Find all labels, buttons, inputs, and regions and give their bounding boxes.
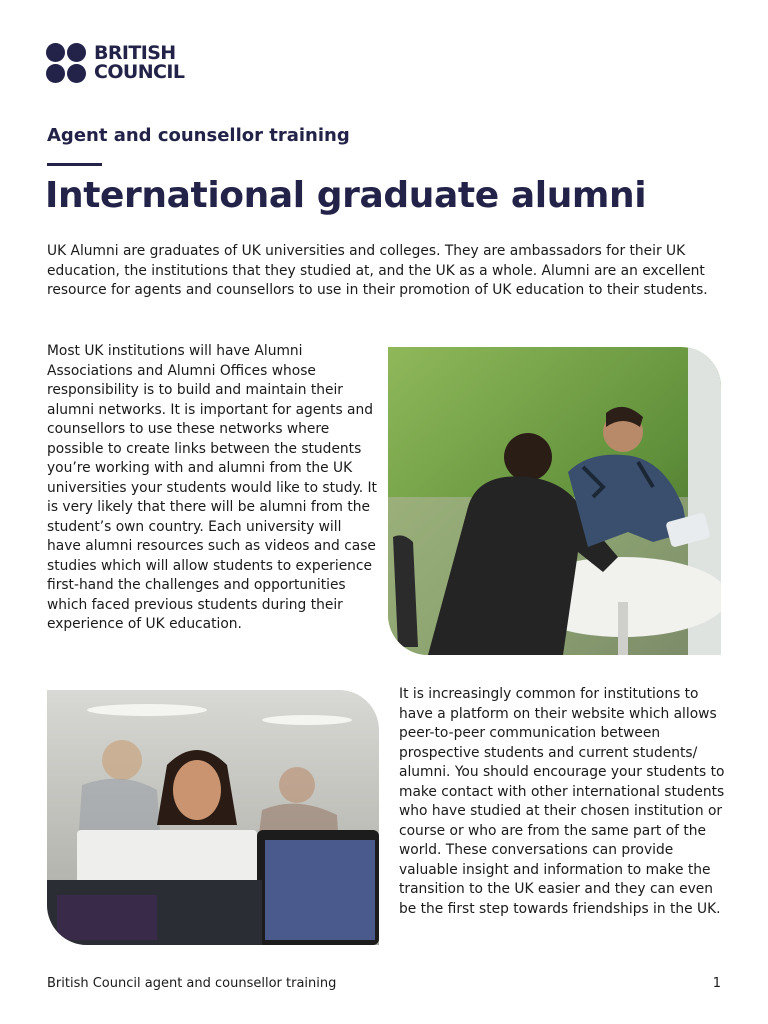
- student-computer-photo: [47, 690, 379, 945]
- left-column-paragraph: Most UK institutions will have Alumni Associations and Alumni Offices whose responsibility is to build and maintain their alumni networks. It is important for agents and counsellors to use these networks where possible to create links between the students you’re working with and alumni from the UK universities your students would like to study. It is very likely that there will be alumni from the student’s own country. Each university will have alumni resources such as videos and case studies which will allow students to experience first-hand the challenges and opportunities which faced previous students during their experience of UK education.: [47, 343, 377, 632]
- section-eyebrow: Agent and counsellor training: [47, 125, 350, 146]
- logo-line-2: COUNCIL: [94, 61, 185, 83]
- meeting-photo: [388, 347, 721, 655]
- logo-line-1: BRITISH: [94, 42, 176, 64]
- title-rule: [47, 163, 102, 166]
- page-number: 1: [712, 976, 721, 991]
- footer-title: British Council agent and counsellor training: [47, 976, 337, 991]
- right-column-paragraph: It is increasingly common for institutions to have a platform on their website which allows peer-to-peer communication between prospective students and current students/ alumni. You should encourage your students to make contact with other international students who have studied at their chosen institution or course or who are from the same part of the world. These conversations can provide valuable insight and information to make the transition to the UK easier and they can even be the first step towards friendships in the UK.: [399, 686, 725, 917]
- logo-wordmark: [94, 44, 184, 82]
- intro-paragraph: UK Alumni are graduates of UK universities and colleges. They are ambassadors for their UK education, the institutions that they studied at, and the UK as a whole. Alumni are an excellent resource for agents and counsellors to use in their promotion of UK education to their students.: [47, 243, 708, 298]
- logo-dots-icon: [46, 43, 86, 83]
- british-council-logo: [46, 43, 184, 83]
- page-title: International graduate alumni: [45, 175, 647, 216]
